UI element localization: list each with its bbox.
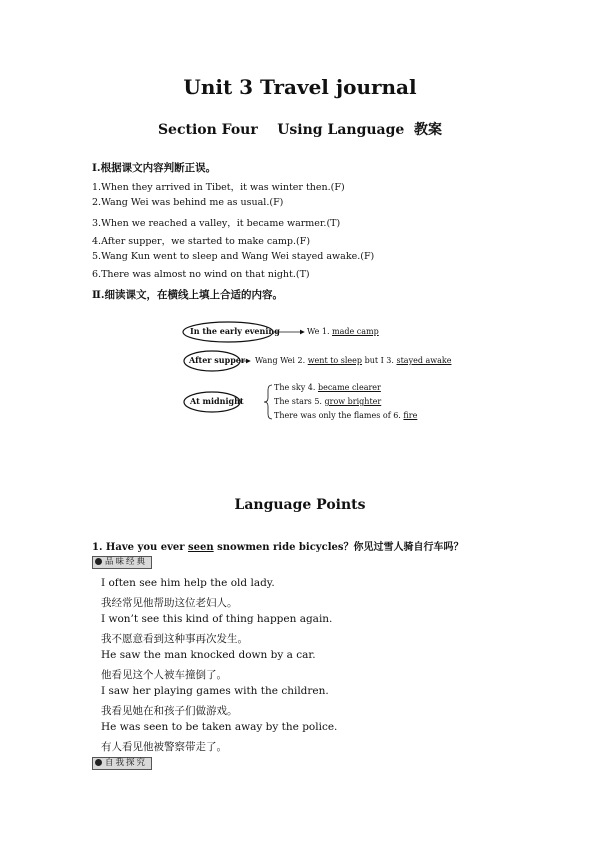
language-points-heading: Language Points xyxy=(234,497,366,513)
part2-heading: Ⅱ.细读课文，在横线上填上合适的内容。 xyxy=(92,289,284,301)
statement-3: 3.When we reached a valley，it became warmer.(T) xyxy=(92,218,341,229)
example-5-zh: 有人看见他被警察带走了。 xyxy=(101,741,227,753)
node-early-evening-label: In the early evening xyxy=(190,326,280,336)
answer-2: went to sleep xyxy=(307,356,363,365)
node3-l1-prefix: The sky 4. xyxy=(274,383,318,392)
node3-line1 xyxy=(274,383,381,392)
node2-prefix: Wang Wei 2. xyxy=(255,356,308,365)
statement-1: 1.When they arrived in Tibet，it was winter then.(F) xyxy=(92,182,345,193)
brace xyxy=(264,385,272,419)
answer-6: fire xyxy=(403,411,418,420)
answer-4: became clearer xyxy=(317,383,381,392)
point-1-prefix: 1. Have you ever xyxy=(92,542,189,553)
bullet-icon xyxy=(95,759,102,766)
node2-mid: but I 3. xyxy=(362,356,397,365)
tag-self-explore xyxy=(92,757,152,770)
node-after-supper-label: After supper xyxy=(189,355,246,365)
example-2-en: I won’t see this kind of thing happen again. xyxy=(101,613,333,625)
example-1-en: I often see him help the old lady. xyxy=(101,577,275,589)
point-1 xyxy=(92,538,464,553)
tag-classic-label: 品味经典 xyxy=(105,557,148,567)
statement-6: 6.There was almost no wind on that night.(T) xyxy=(92,269,310,280)
example-4-en: I saw her playing games with the children. xyxy=(101,685,329,697)
tag-self-explore-label: 自我探究 xyxy=(105,758,148,768)
example-4-zh: 我看见她在和孩子们做游戏。 xyxy=(101,705,238,717)
example-3-zh: 他看见这个人被车撞倒了。 xyxy=(101,669,227,681)
page-title: Unit 3 Travel journal xyxy=(183,75,417,99)
node3-line2 xyxy=(274,397,381,406)
tag-classic xyxy=(92,556,152,569)
answer-1: made camp xyxy=(332,327,379,336)
bullet-icon xyxy=(95,558,102,565)
point-1-suffix: snowmen ride bicycles？你见过雪人骑自行车吗？ xyxy=(213,542,464,553)
node3-l3-prefix: There was only the flames of 6. xyxy=(274,411,404,420)
example-5-en: He was seen to be taken away by the police. xyxy=(101,721,338,733)
example-3-en: He saw the man knocked down by a car. xyxy=(101,649,316,661)
example-2-zh: 我不愿意看到这种事再次发生。 xyxy=(101,633,248,645)
page-subtitle: Section Four Using Language 教案 xyxy=(157,122,443,138)
node1-text xyxy=(307,327,379,336)
node3-line3 xyxy=(274,411,417,420)
example-1-zh: 我经常见他帮助这位老妇人。 xyxy=(101,597,238,609)
point-1-keyword: seen xyxy=(188,542,214,553)
node1-prefix: We 1. xyxy=(307,327,333,336)
statement-2: 2.Wang Wei was behind me as usual.(F) xyxy=(92,197,284,208)
node-midnight-label: At midnight xyxy=(190,396,244,406)
part1-heading: Ⅰ.根据课文内容判断正误。 xyxy=(92,162,217,174)
statement-5: 5.Wang Kun went to sleep and Wang Wei stayed awake.(F) xyxy=(92,251,375,262)
answer-3: stayed awake xyxy=(396,356,452,365)
node2-text xyxy=(255,356,451,365)
statement-4: 4.After supper，we started to make camp.(F) xyxy=(92,236,311,247)
node3-l2-prefix: The stars 5. xyxy=(274,397,325,406)
answer-5: grow brighter xyxy=(324,397,382,406)
